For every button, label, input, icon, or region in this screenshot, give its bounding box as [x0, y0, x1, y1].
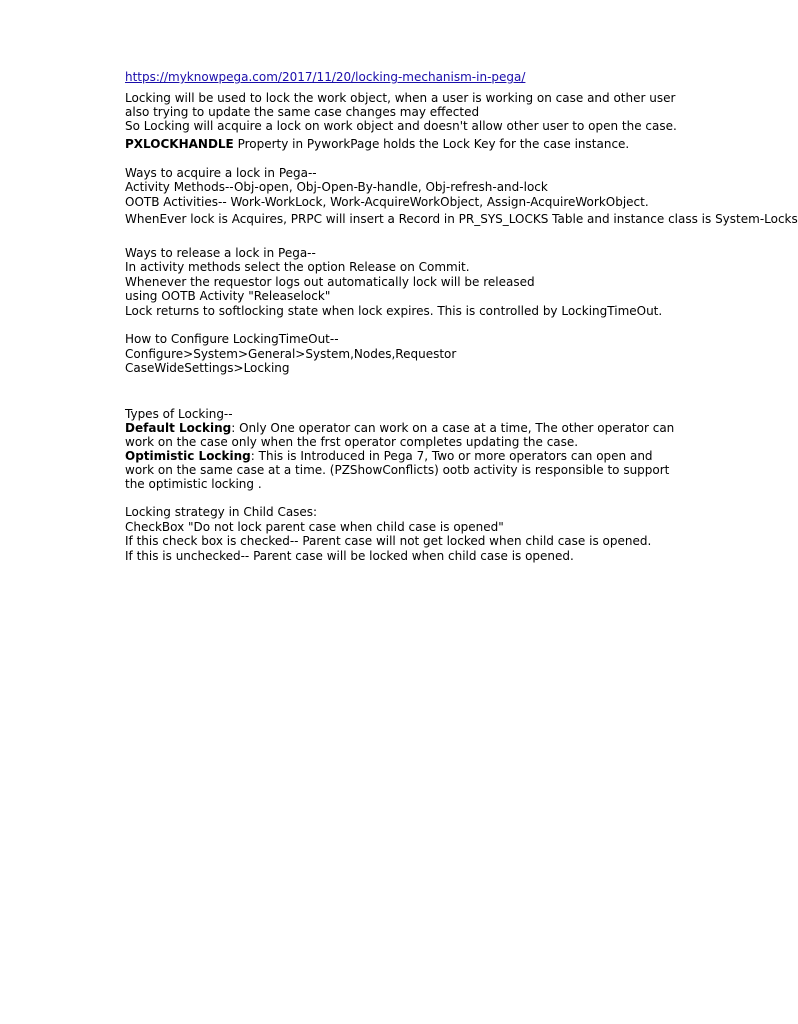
acquire-line-2: OOTB Activities-- Work-WorkLock, Work-AcquireWorkObject, Assign-AcquireWorkObject. [125, 194, 649, 209]
default-locking-description: : Only One operator can work on a case at a time, The other operator can work on the case only when the frst operator completes updating the case. [125, 421, 675, 449]
acquire-heading: Ways to acquire a lock in Pega-- [125, 165, 317, 180]
intro-paragraph-1: Locking will be used to lock the work object, when a user is working on case and other user also trying to update the same case changes may effected [125, 90, 676, 119]
child-line-1: CheckBox "Do not lock parent case when child case is opened" [125, 519, 504, 534]
acquire-line-3: WhenEver lock is Acquires, PRPC will insert a Record in PR_SYS_LOCKS Table and instance class is System-Locks [125, 212, 798, 226]
optimistic-locking-term: Optimistic Locking [125, 449, 251, 463]
configure-line-2: CaseWideSettings>Locking [125, 361, 290, 375]
default-locking-term: Default Locking [125, 421, 232, 435]
intro-paragraph-2: So Locking will acquire a lock on work object and doesn't allow other user to open the case. [125, 118, 677, 133]
types-heading: Types of Locking-- [125, 406, 233, 421]
release-heading: Ways to release a lock in Pega-- [125, 245, 316, 260]
configure-heading: How to Configure LockingTimeOut-- [125, 332, 339, 346]
configure-line-1: Configure>System>General>System,Nodes,Requestor [125, 346, 457, 361]
release-line-3: using OOTB Activity "Releaselock" [125, 289, 331, 303]
pxlockhandle-line [125, 137, 681, 152]
release-line-1: In activity methods select the option Release on Commit. [125, 260, 470, 274]
release-line-2: Whenever the requestor logs out automatically lock will be released [125, 274, 535, 289]
child-line-3: If this is unchecked-- Parent case will be locked when child case is opened. [125, 548, 574, 563]
reference-link-line [125, 70, 681, 85]
acquire-line-1: Activity Methods--Obj-open, Obj-Open-By-handle, Obj-refresh-and-lock [125, 180, 548, 194]
optimistic-locking-description: : This is Introduced in Pega 7, Two or more operators can open and work on the same case at a time. (PZShowConflicts) ootb activity is responsible to support the optimistic locking . [125, 449, 670, 491]
default-locking-paragraph [125, 421, 681, 449]
optimistic-locking-paragraph [125, 449, 681, 491]
document-page [125, 70, 798, 563]
child-line-2: If this check box is checked-- Parent case will not get locked when child case is opened. [125, 534, 652, 548]
child-heading: Locking strategy in Child Cases: [125, 505, 318, 519]
reference-link[interactable]: https://myknowpega.com/2017/11/20/locking-mechanism-in-pega/ [125, 70, 526, 84]
pxlockhandle-term: PXLOCKHANDLE [125, 137, 234, 151]
pxlockhandle-description: Property in PyworkPage holds the Lock Key for the case instance. [233, 137, 630, 151]
release-line-4: Lock returns to softlocking state when lock expires. This is controlled by LockingTimeOut. [125, 303, 663, 318]
